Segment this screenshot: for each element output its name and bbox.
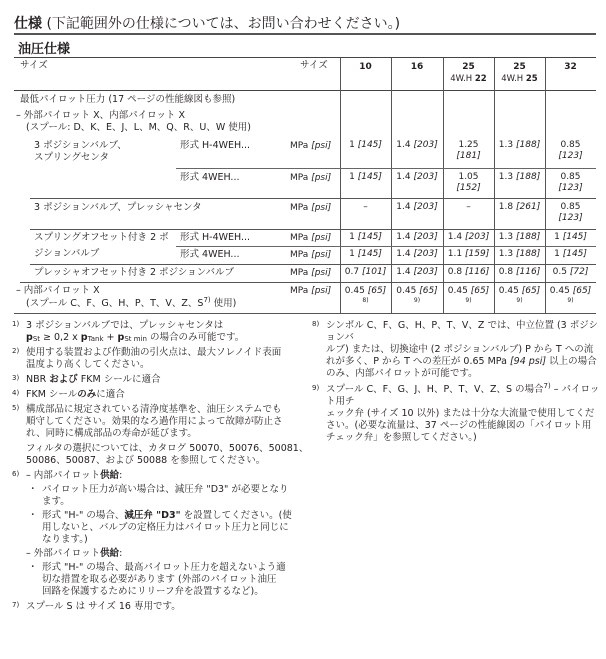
value-cell: 1 [145] — [349, 140, 382, 150]
footnotes-right — [312, 320, 602, 444]
value-cell: 0.8 [116] — [498, 267, 541, 277]
value-cell: 1.05 [152] — [456, 172, 481, 193]
value-cell: – — [466, 202, 471, 212]
size-label: サイズ — [300, 60, 328, 71]
value-cell: 1 [145] — [349, 249, 382, 259]
row-unit: MPa [psi] — [290, 233, 332, 243]
value-cell: 0.85 [123] — [558, 172, 583, 193]
row-rule — [176, 168, 596, 169]
row-label: ジションバルブ — [34, 248, 100, 259]
ext-pilot-line1: – 外部パイロット X、内部パイロット X — [16, 110, 185, 121]
size-column-header: 16 — [410, 62, 424, 72]
row-rule — [20, 282, 596, 283]
value-cell: 1 [145] — [554, 232, 587, 242]
int-pilot-line2: (スプール C、F、G、H、P、T、V、Z、$S^{7)}$ 使用) — [26, 296, 237, 309]
title-rule — [14, 33, 596, 35]
row-type: 形式 4WEH... — [180, 249, 240, 260]
bullet-icon: ・ — [28, 484, 38, 495]
size-column-header: 25 4W.H 22 — [450, 62, 487, 84]
value-cell: 0.8 [116] — [447, 267, 490, 277]
value-cell: 1.8 [261] — [498, 202, 541, 212]
group-title: 最低パイロット圧力 (17 ページの性能線図も参照) — [20, 94, 236, 105]
footnote-6: 6) – 内部パイロット供給: ・ パイロット圧力が高い場合は、減圧弁 "D3" が必要となり ます。 ・ 形式 "H-" の場合、減圧弁 "D3" を設置してください。(使 用しないと、バルブの定格圧力はパイロット圧力と同じに なります。) – 外部パイロット供給: ・ 形式 "H-" の場合、最高パイロット圧力を超えないよう適 切な措置を取る必要があります (外部のパイロット油圧 回路を保護するためにリリーフ弁を設置するなど)。 — [26, 470, 306, 598]
row-unit: MPa [psi] — [290, 268, 332, 278]
value-cell: 0.45 [65] 8) — [344, 286, 387, 304]
section-rule — [14, 57, 596, 58]
value-cell: 1.3 [188] — [498, 232, 541, 242]
ext-pilot-line2: (スプール: D、K、E、J、L、M、Q、R、U、W 使用) — [26, 122, 251, 133]
value-cell: 1.1 [159] — [447, 249, 490, 259]
value-cell: 0.85 [123] — [558, 140, 583, 161]
page-title: 仕様 (下記範囲外の仕様については、お問い合わせください。) — [14, 16, 401, 32]
value-cell: 0.45 [65] 9) — [447, 286, 490, 304]
row-unit: MPa [psi] — [290, 173, 332, 183]
value-cell: 1 [145] — [554, 249, 587, 259]
size-column-header: 10 — [359, 62, 372, 72]
value-cell: 1.4 [203] — [396, 172, 438, 182]
row-unit: MPa [psi] — [290, 141, 332, 151]
row-rule — [30, 198, 596, 199]
value-cell: 1.4 [203] — [396, 140, 438, 150]
row-rule — [176, 246, 596, 247]
value-cell: 0.45 [65] 9) — [396, 286, 438, 304]
row-rule — [30, 229, 596, 230]
footnote-1: 1) 3 ポジションバルブでは、プレッシャセンタは $p_{St} \ge 0,2$ x $p_{Tank} + p_{St min}$ の場合のみ可能です。 — [12, 320, 245, 343]
row-type: 形式 H-4WEH... — [180, 232, 251, 243]
row-unit: MPa [psi] — [290, 286, 332, 296]
value-cell: 1.4 [203] — [396, 249, 438, 259]
row-type: 形式 4WEH... — [180, 172, 240, 183]
value-cell: 1.4 [203] — [396, 267, 438, 277]
row-label: スプリングセンタ — [34, 152, 110, 163]
footnote-8: 8) シンボル C、F、G、H、P、T、V、Z では、中立位置 (3 ポジションバ ルブ) または、切換途中 (2 ポジションバルブ) P から T への流 れが多く、P から T への差圧が 0.65 MPa [94 psi] 以上の場合 のみ、内部パイロットが可能です。 — [312, 320, 598, 379]
size-column-header: 32 — [564, 62, 577, 72]
row-unit: MPa [psi] — [290, 203, 332, 213]
int-pilot-line1: – 内部パイロット X — [16, 285, 100, 296]
row-label: 3 ポジションバルブ、 — [34, 140, 127, 151]
footnote-9: 9) スプール C、F、G、J、H、P、T、V、Z、S の場合$^{7)}$ – パイロット用チ ェック弁 (サイズ 10 以外) または十分な大流量で使用してくだ さい。(必要な流量は、37 ページの性能線図の「パイロット用 チェック弁」を参照してください。) — [312, 382, 600, 443]
bullet-icon: ・ — [28, 510, 38, 521]
value-cell: 1.3 [188] — [498, 140, 541, 150]
section-title: 油圧仕様 — [18, 42, 71, 57]
row-header-label: サイズ — [20, 60, 48, 71]
value-cell: 0.45 [65] 9) — [498, 286, 541, 304]
footnote-4: 4) FKM シールのみに適合 — [12, 389, 125, 400]
row-rule — [30, 264, 596, 265]
bullet-icon: ・ — [28, 562, 38, 573]
value-cell: 1.25 [181] — [456, 140, 481, 161]
value-cell: 1 [145] — [349, 172, 382, 182]
value-cell: 0.45 [65] 9) — [549, 286, 592, 304]
footnote-3: 3) NBR および FKM シールに適合 — [12, 374, 161, 385]
table-bottom-rule — [14, 313, 596, 314]
value-cell: 0.5 [72] — [552, 267, 589, 277]
footnote-7: 7) スプール S は サイズ 16 専用です。 — [12, 601, 181, 612]
value-cell: 1.3 [188] — [498, 249, 541, 259]
bullet-item: ・ パイロット圧力が高い場合は、減圧弁 "D3" が必要となり ます。 — [28, 484, 289, 507]
value-cell: 0.85 [123] — [558, 202, 583, 223]
footnotes-left — [12, 320, 309, 613]
row-unit: MPa [psi] — [290, 250, 332, 260]
value-cell: 1.3 [188] — [498, 172, 541, 182]
footnote-5: 5) 構成部品に規定されている清浄度基準を、油圧システムでも 順守してください。効果的なろ過作用によって故障が防止さ れ、同時に構成部品の寿命が延びます。 フィルタの選択については、カタログ 50070、50076、50081、 50086、50087、および 50088 を参照してください。 — [12, 404, 309, 466]
value-cell: 1.4 [203] — [396, 232, 438, 242]
value-cell: – — [363, 202, 368, 212]
value-cell: 1.4 [203] — [447, 232, 490, 242]
row-label: プレッシャオフセット付き 2 ポジションバルブ — [34, 267, 234, 278]
value-cell: 1.4 [203] — [396, 202, 438, 212]
header-rule — [14, 90, 596, 91]
value-cell: 0.7 [101] — [344, 267, 387, 277]
bullet-item: ・ 形式 "H-" の場合、最高パイロット圧力を超えないよう適 切な措置を取る必要があります (外部のパイロット油圧 回路を保護するためにリリーフ弁を設置するなど)。 — [28, 562, 286, 597]
value-cell: 1 [145] — [349, 232, 382, 242]
row-label: スプリングオフセット付き 2 ボ — [34, 232, 169, 243]
footnote-2: 2) 使用する装置および作動油の引火点は、最大ソレノイド表面 温度より高くしてください。 — [12, 347, 282, 370]
size-column-header: 25 4W.H 25 — [501, 62, 538, 84]
row-label: 3 ポジションバルブ、プレッシャセンタ — [34, 202, 202, 213]
row-type: 形式 H-4WEH... — [180, 140, 251, 151]
bullet-item: ・ 形式 "H-" の場合、減圧弁 "D3" を設置してください。(使 用しないと、バルブの定格圧力はパイロット圧力と同じに なります。) — [28, 510, 292, 545]
